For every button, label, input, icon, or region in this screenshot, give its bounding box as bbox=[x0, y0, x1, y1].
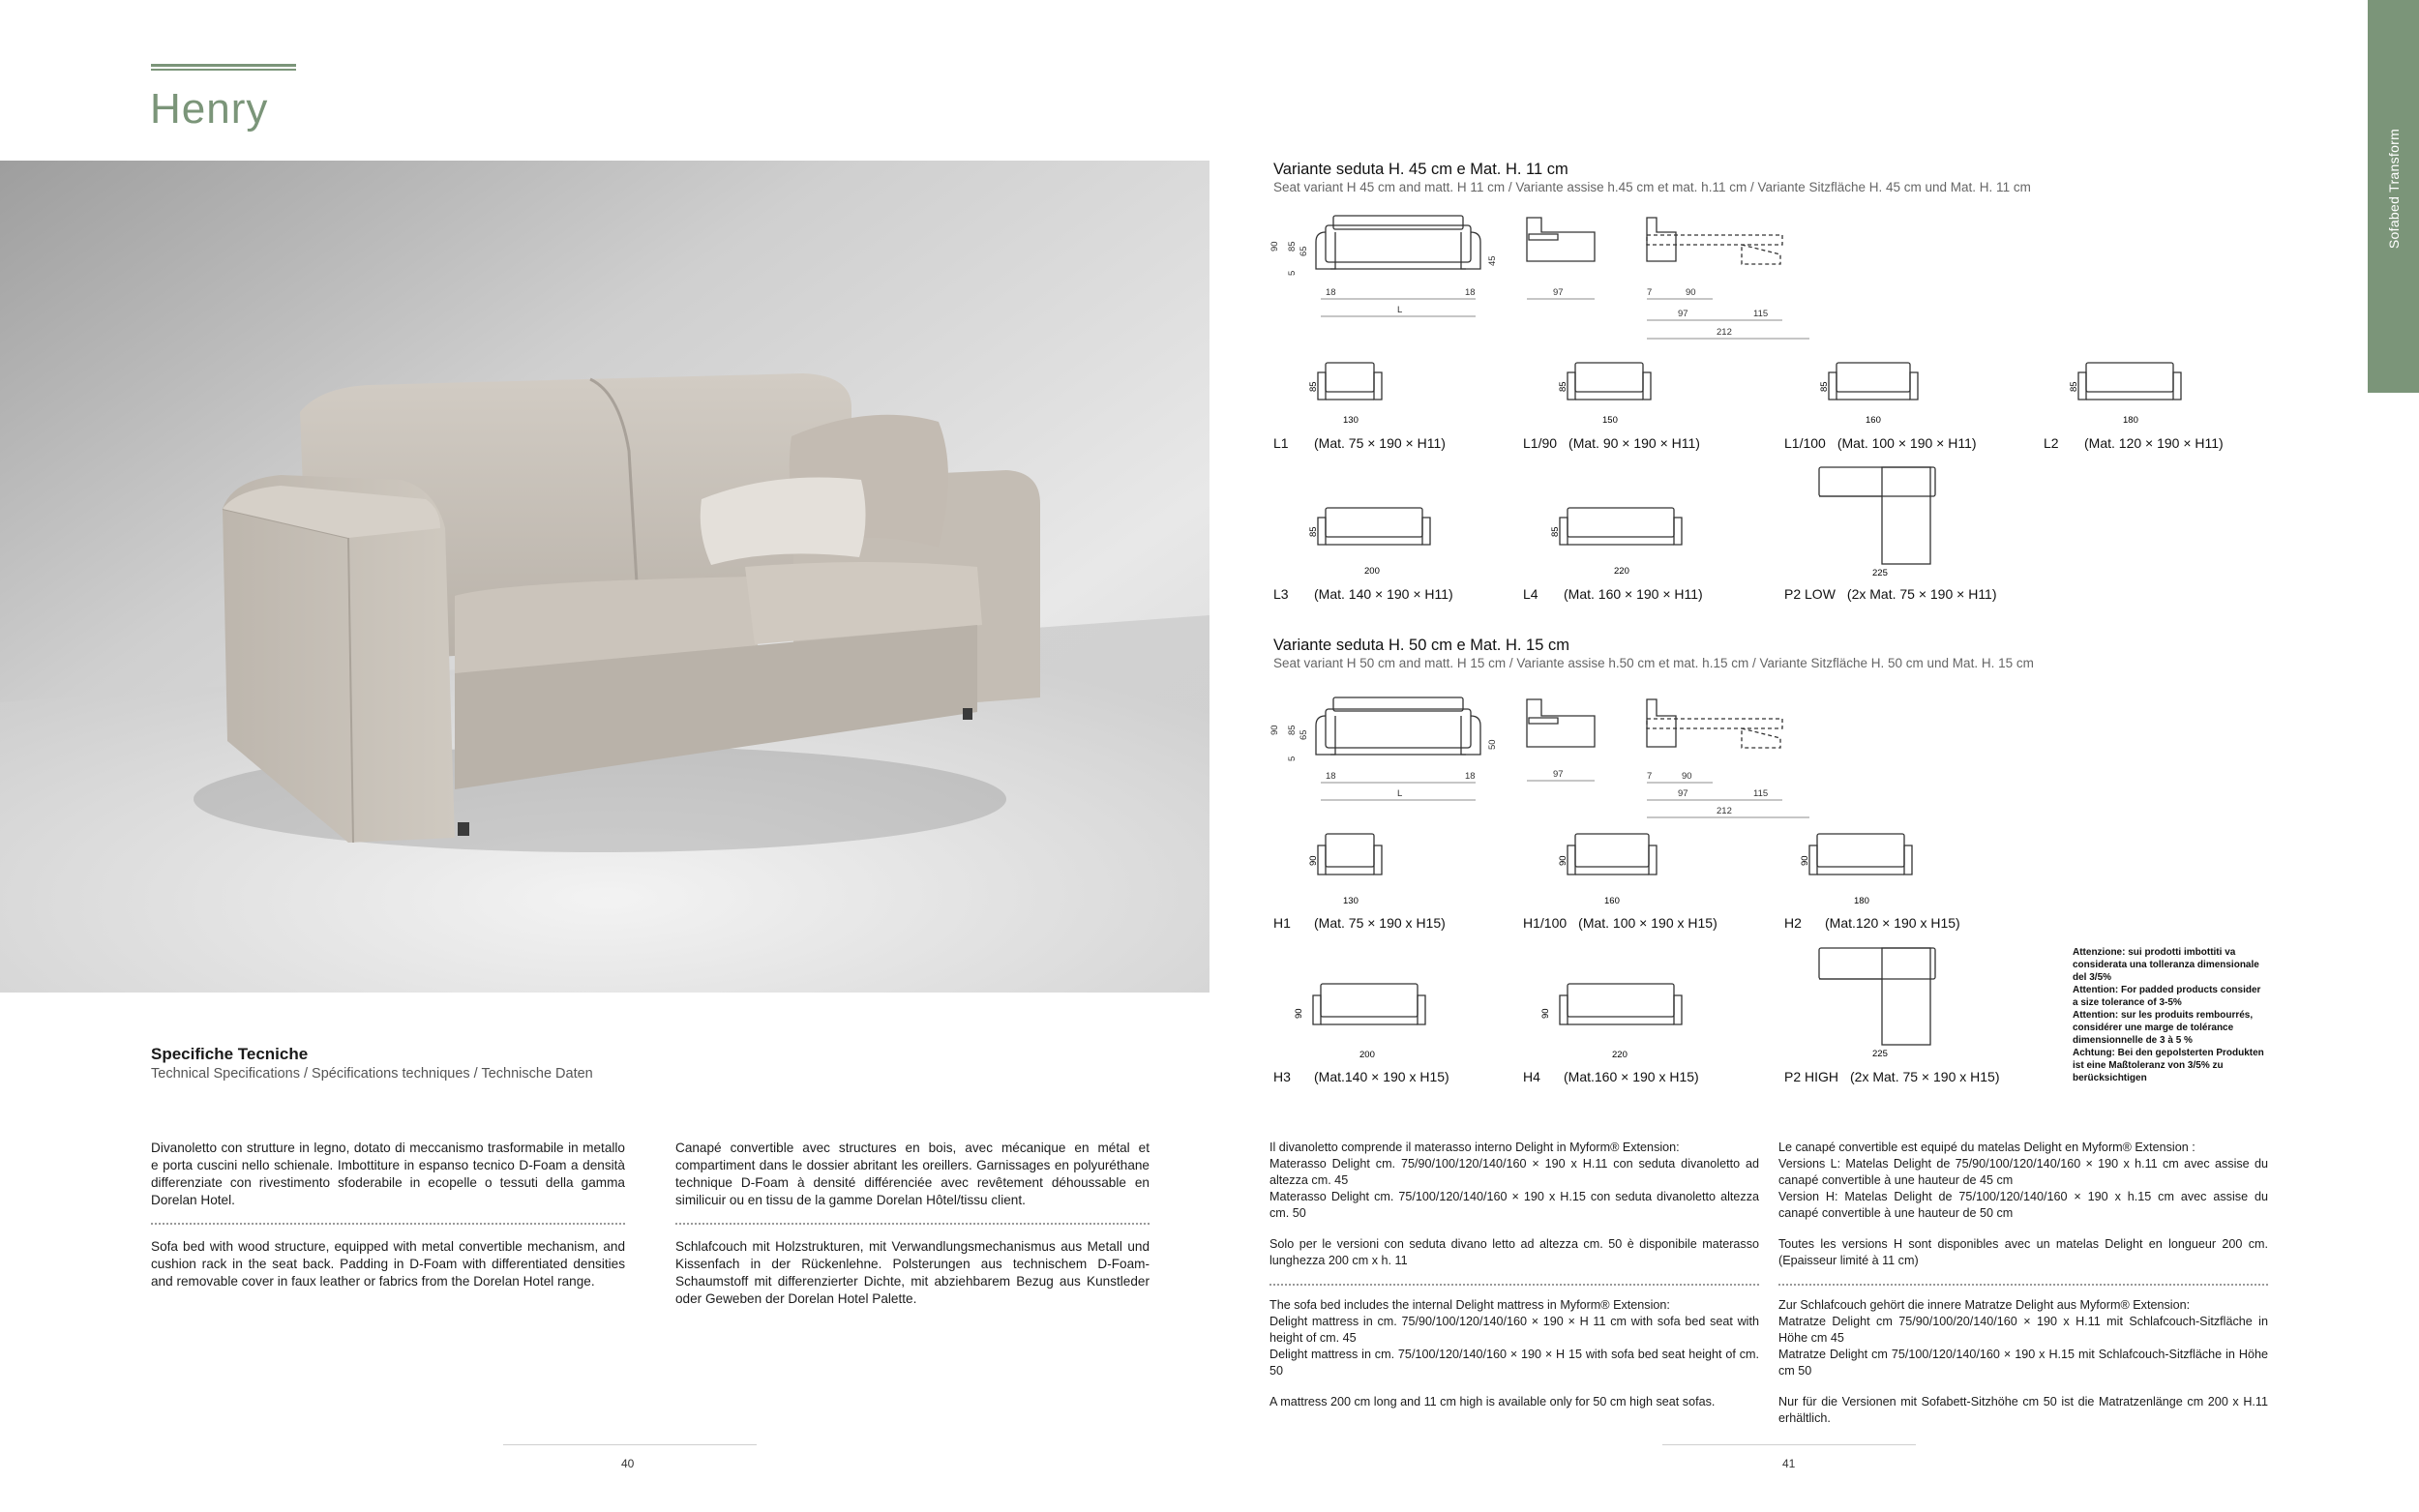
model-label-h4: H4 (Mat.160 × 190 x H15) bbox=[1523, 1069, 1699, 1084]
page-rule-left bbox=[503, 1444, 757, 1445]
dim-label: 5 bbox=[1287, 756, 1298, 761]
dim-label: 90 bbox=[1800, 855, 1810, 866]
model-drawing-p2-low bbox=[1809, 462, 1955, 583]
side-tab-label: Sofabed Transform bbox=[2385, 128, 2402, 250]
divider bbox=[1269, 1284, 1759, 1286]
note-line: Delight mattress in cm. 75/100/120/140/160 × 190 × H 15 with sofa bed seat height of cm. 50 bbox=[1269, 1348, 1759, 1378]
dim-label: 115 bbox=[1753, 788, 1769, 799]
dim-label: 212 bbox=[1717, 806, 1732, 816]
note-line: Version H: Matelas Delight de 75/100/120/140/160 × 190 x h.15 cm avec assise du canapé convertible à une hauteur de 50 cm bbox=[1778, 1190, 2268, 1220]
divider bbox=[675, 1223, 1150, 1225]
model-drawing-h1 bbox=[1297, 822, 1393, 909]
dim-label: 90 bbox=[1269, 241, 1280, 252]
dim-label: 225 bbox=[1872, 1049, 1888, 1059]
dim-label: L bbox=[1397, 788, 1403, 799]
dim-label: 90 bbox=[1269, 725, 1280, 735]
mattress-notes-right bbox=[1778, 1140, 2268, 1441]
model-label-h1: H1 (Mat. 75 × 190 x H15) bbox=[1273, 915, 1446, 931]
dim-label: 45 bbox=[1487, 255, 1498, 266]
specs-subheading: Technical Specifications / Spécifications techniques / Technische Daten bbox=[151, 1066, 593, 1082]
dim-label: 115 bbox=[1753, 309, 1769, 319]
model-label-l190: L1/90 (Mat. 90 × 190 × H11) bbox=[1523, 435, 1700, 451]
note-line: Matratze Delight cm 75/100/120/140/160 × 190 x H.15 mit Schlafcouch-Sitzfläche in Höhe cm 50 bbox=[1778, 1348, 2268, 1378]
dim-label: 97 bbox=[1678, 788, 1688, 799]
side-tab bbox=[2368, 0, 2419, 393]
note-line: Il divanoletto comprende il materasso interno Delight in Myform® Extension: bbox=[1269, 1141, 1680, 1154]
dim-label: 85 bbox=[1287, 241, 1298, 252]
specs-text-de: Schlafcouch mit Holzstrukturen, mit Verwandlungsmechanismus aus Metall und Kissenfach in der Rückenlehne. Polsterungen aus technischem D-Foam-Schaumstoff mit differenzierter Dichte, mit abziehbarem Bezug aus Kunstleder oder Geweben der Dorelan Hotel Palette. bbox=[675, 1239, 1150, 1306]
model-drawing-l4 bbox=[1538, 493, 1703, 580]
dim-label: 85 bbox=[2069, 381, 2079, 392]
model-drawing-l1100 bbox=[1807, 348, 1943, 430]
dim-label: 18 bbox=[1326, 287, 1336, 298]
specs-text-en: Sofa bed with wood structure, equipped with metal convertible mechanism, and cushion rack in the seat back. Padding in D-Foam with differentiated densities and removable cover in faux leather or fabrics from the Dorelan Hotel range. bbox=[151, 1239, 625, 1289]
model-drawing-l1 bbox=[1297, 348, 1393, 430]
model-label-p2-low: P2 LOW (2x Mat. 75 × 190 × H11) bbox=[1784, 586, 1997, 602]
tolerance-note: Attenzione: sui prodotti imbottiti va considerata una tolleranza dimensionale del 3/5% Attention: For padded products consider a size tolerance of 3-5% Attention: sur les produits rembourrés, considérer une marge de tolérance dimensionnelle de 3 à 5 % Achtung: Bei den gepolsterten Produkten ist eine Maßtoleranz von 3/5% zu berücksichtigen bbox=[2073, 947, 2264, 1083]
note-line: Nur für die Versionen mit Sofabett-Sitzhöhe cm 50 ist die Matratzenlänge cm 200 x H.11 erhältlich. bbox=[1778, 1395, 2268, 1425]
dim-label: 85 bbox=[1308, 526, 1319, 537]
dim-label: 65 bbox=[1299, 246, 1309, 256]
model-drawing-h1100 bbox=[1546, 822, 1682, 909]
dim-label: 85 bbox=[1819, 381, 1830, 392]
model-label-l3: L3 (Mat. 140 × 190 × H11) bbox=[1273, 586, 1453, 602]
page-title: Henry bbox=[150, 85, 269, 133]
note-line: Zur Schlafcouch gehört die innere Matratze Delight aus Myform® Extension: bbox=[1778, 1298, 2191, 1312]
model-label-l4: L4 (Mat. 160 × 190 × H11) bbox=[1523, 586, 1703, 602]
dim-label: 180 bbox=[2123, 415, 2138, 426]
variant-50-elevations bbox=[1268, 682, 1848, 827]
dim-label: 85 bbox=[1550, 526, 1561, 537]
dim-label: 85 bbox=[1308, 381, 1319, 392]
dim-label: 65 bbox=[1299, 729, 1309, 740]
divider bbox=[1778, 1284, 2268, 1286]
dim-label: 212 bbox=[1717, 327, 1732, 338]
dim-label: 220 bbox=[1612, 1050, 1628, 1060]
dim-label: 18 bbox=[1465, 287, 1476, 298]
dim-label: 18 bbox=[1326, 771, 1336, 782]
dim-label: 160 bbox=[1866, 415, 1881, 426]
model-drawing-h2 bbox=[1788, 822, 1933, 909]
model-drawing-l2 bbox=[2057, 348, 2202, 430]
specs-text-fr: Canapé convertible avec structures en bois, avec mécanique en métal et compartiment dans le dossier abritant les oreillers. Garnissages en polyuréthane technique D-Foam à densité différenciée avec revêtement déhoussable en similicuir ou en tissu de la gamme Dorelan Hôtel/tissu client. bbox=[675, 1141, 1150, 1207]
model-label-l1: L1 (Mat. 75 × 190 × H11) bbox=[1273, 435, 1446, 451]
dim-label: 7 bbox=[1647, 771, 1653, 782]
dim-label: 130 bbox=[1343, 896, 1359, 906]
model-drawing-h3 bbox=[1282, 972, 1447, 1065]
dim-label: 90 bbox=[1686, 287, 1696, 298]
variant-45-subheading: Seat variant H 45 cm and matt. H 11 cm / Variante assise h.45 cm et mat. h.11 cm / Variante Sitzfläche H. 45 cm und Mat. H. 11 cm bbox=[1273, 180, 2031, 194]
note-line: Materasso Delight cm. 75/90/100/120/140/160 × 190 x H.11 con seduta divanoletto ad altezza cm. 45 bbox=[1269, 1157, 1759, 1187]
note-line: A mattress 200 cm long and 11 cm high is available only for 50 cm high seat sofas. bbox=[1269, 1395, 1716, 1408]
dim-label: 160 bbox=[1604, 896, 1620, 906]
dim-label: 50 bbox=[1487, 739, 1498, 750]
note-line: Solo per le versioni con seduta divano letto ad altezza cm. 50 è disponibile materasso lunghezza 200 cm x h. 11 bbox=[1269, 1237, 1759, 1267]
specs-text-it: Divanoletto con strutture in legno, dotato di meccanismo trasformabile in metallo e porta cuscini nello schienale. Imbottiture in espanso tecnico D-Foam a densità differenziate con rivestimento sfoderabile in ecopelle o tessuti della gamma Dorelan Hotel. bbox=[151, 1141, 625, 1207]
model-label-l1100: L1/100 (Mat. 100 × 190 × H11) bbox=[1784, 435, 1977, 451]
dim-label: 180 bbox=[1854, 896, 1869, 906]
page-number-left: 40 bbox=[621, 1457, 635, 1470]
dim-label: 225 bbox=[1872, 568, 1888, 578]
dim-label: L bbox=[1397, 305, 1403, 315]
note-line: Matratze Delight cm 75/90/100/20/140/160 × 190 x H.11 mit Schlafcouch-Sitzfläche in Höhe cm 45 bbox=[1778, 1315, 2268, 1345]
dim-label: 220 bbox=[1614, 566, 1629, 577]
dim-label: 85 bbox=[1558, 381, 1568, 392]
model-label-p2-high: P2 HIGH (2x Mat. 75 × 190 x H15) bbox=[1784, 1069, 2000, 1084]
dim-label: 90 bbox=[1682, 771, 1692, 782]
dim-label: 90 bbox=[1540, 1008, 1551, 1019]
model-drawing-p2-high bbox=[1809, 943, 1955, 1064]
specs-heading: Specifiche Tecniche bbox=[151, 1045, 309, 1063]
dim-label: 97 bbox=[1678, 309, 1688, 319]
note-line: Toutes les versions H sont disponibles avec un matelas Delight en longueur 200 cm. (Epaisseur limité à 11 cm) bbox=[1778, 1237, 2268, 1267]
page-rule-right bbox=[1662, 1444, 1916, 1445]
divider bbox=[151, 1223, 625, 1225]
model-drawing-l3 bbox=[1297, 493, 1451, 580]
variant-50-subheading: Seat variant H 50 cm and matt. H 15 cm / Variante assise h.50 cm et mat. h.15 cm / Variante Sitzfläche H. 50 cm und Mat. H. 15 cm bbox=[1273, 656, 2034, 670]
dim-label: 130 bbox=[1343, 415, 1359, 426]
dim-label: 150 bbox=[1602, 415, 1618, 426]
dim-label: 97 bbox=[1553, 287, 1564, 298]
dim-label: 90 bbox=[1558, 855, 1568, 866]
note-line: Versions L: Matelas Delight de 75/90/100/120/140/160 × 190 x h.11 cm avec assise du canapé convertible à une hauteur de 45 cm bbox=[1778, 1157, 2268, 1187]
model-label-l2: L2 (Mat. 120 × 190 × H11) bbox=[2044, 435, 2224, 451]
variant-50-heading: Variante seduta H. 50 cm e Mat. H. 15 cm bbox=[1273, 637, 1569, 654]
title-rule bbox=[151, 64, 296, 71]
model-label-h3: H3 (Mat.140 × 190 x H15) bbox=[1273, 1069, 1449, 1084]
variant-45-heading: Variante seduta H. 45 cm e Mat. H. 11 cm bbox=[1273, 161, 1568, 178]
dim-label: 7 bbox=[1647, 287, 1653, 298]
model-label-h2: H2 (Mat.120 × 190 x H15) bbox=[1784, 915, 1960, 931]
note-line: Delight mattress in cm. 75/90/100/120/140/160 × 190 × H 11 cm with sofa bed seat with height of cm. 45 bbox=[1269, 1315, 1759, 1345]
dim-label: 5 bbox=[1287, 270, 1298, 276]
note-line: Materasso Delight cm. 75/100/120/140/160 × 190 x H.15 con seduta divanoletto altezza cm. 50 bbox=[1269, 1190, 1759, 1220]
specs-column-right bbox=[675, 1140, 1150, 1308]
dim-label: 90 bbox=[1308, 855, 1319, 866]
dim-label: 90 bbox=[1294, 1008, 1304, 1019]
dim-label: 85 bbox=[1287, 725, 1298, 735]
model-drawing-h4 bbox=[1529, 972, 1703, 1065]
specs-column-left bbox=[151, 1140, 625, 1290]
note-line: Le canapé convertible est equipé du matelas Delight en Myform® Extension : bbox=[1778, 1141, 2195, 1154]
note-line: The sofa bed includes the internal Delight mattress in Myform® Extension: bbox=[1269, 1298, 1670, 1312]
dim-label: 200 bbox=[1364, 566, 1380, 577]
model-label-h1100: H1/100 (Mat. 100 × 190 x H15) bbox=[1523, 915, 1717, 931]
mattress-notes-left bbox=[1269, 1140, 1759, 1425]
dim-label: 18 bbox=[1465, 771, 1476, 782]
page-number-right: 41 bbox=[1782, 1457, 1796, 1470]
dim-label: 200 bbox=[1359, 1050, 1375, 1060]
variant-45-elevations bbox=[1268, 198, 1848, 343]
sofa-photo bbox=[0, 161, 1210, 993]
dim-label: 97 bbox=[1553, 769, 1564, 780]
model-drawing-l190 bbox=[1546, 348, 1682, 430]
